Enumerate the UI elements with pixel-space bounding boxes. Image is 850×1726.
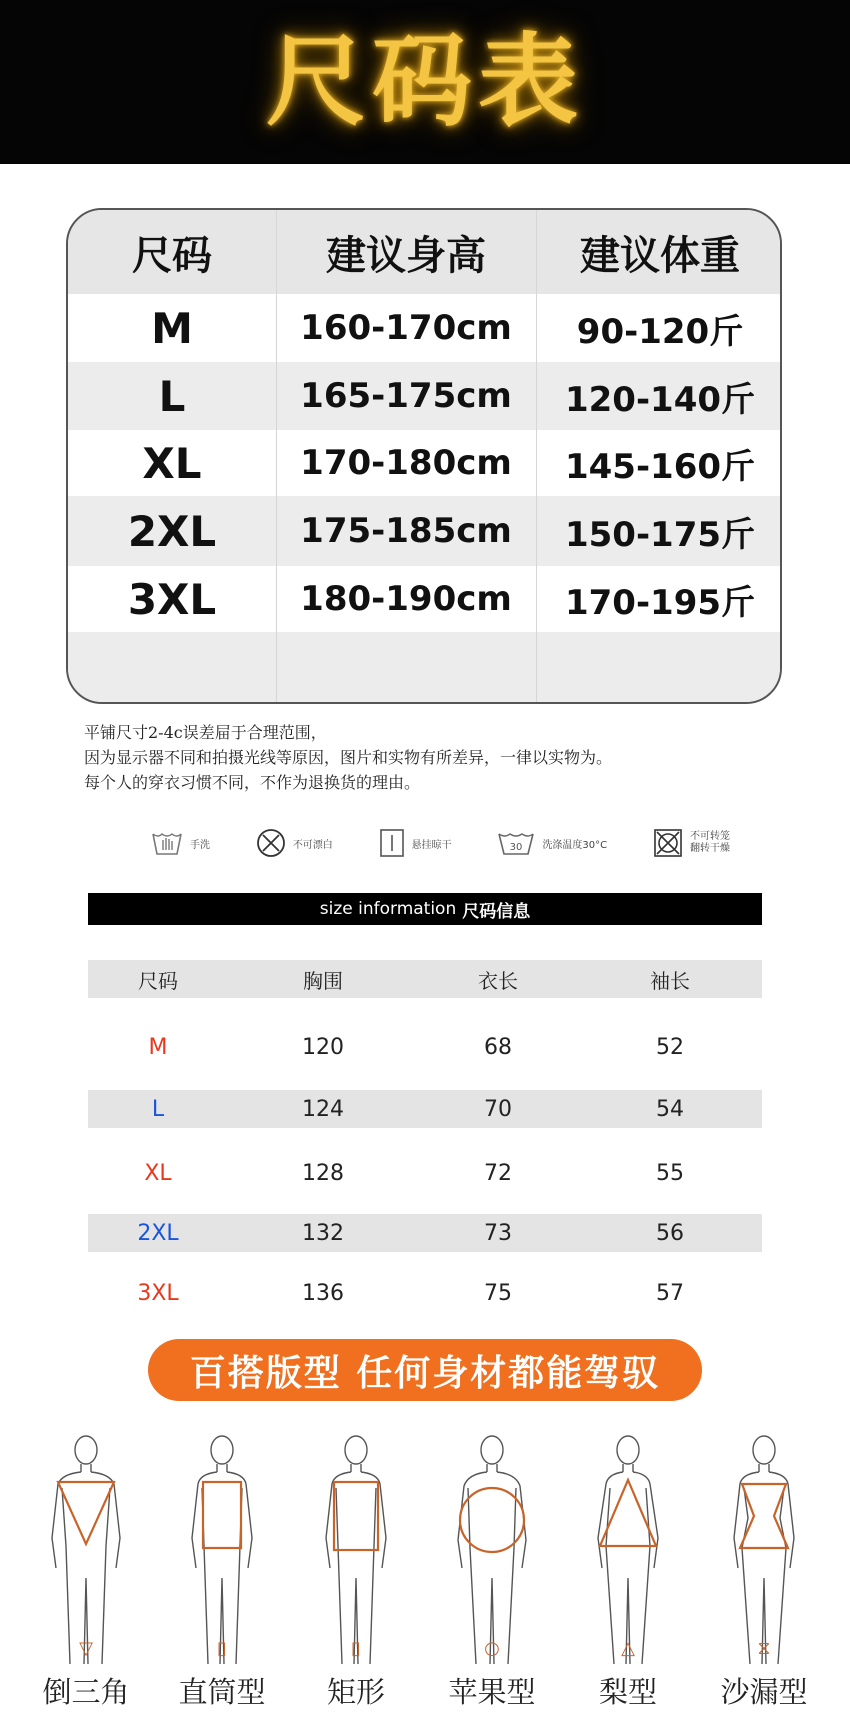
header-size: 尺码 [138,968,178,993]
sleeve-cell: 55 [656,1160,684,1186]
weight-cell: 145-160斤 [564,446,756,487]
height-cell: 180-190cm [300,579,512,619]
table-row [68,496,782,566]
care-label: 洗涤温度30°C [542,839,608,851]
wash-temp-value: 30 [510,842,523,853]
weight-cell: 90-120斤 [576,311,744,352]
table-row [88,1274,762,1312]
column-divider [276,210,277,704]
shape-symbol: ▯ [351,1638,361,1659]
sleeve-cell: 54 [656,1096,684,1122]
header-height: 建议身高 [326,232,486,279]
header-length: 衣长 [478,968,518,993]
care-no-bleach [255,827,333,859]
body-type-rectangle [296,1420,416,1726]
wash-temp-icon [496,829,536,857]
body-type-hourglass [704,1420,824,1726]
body-figure-icon [568,1428,688,1668]
care-label: 翻转干燥 [689,843,730,854]
size-cell: M [148,1034,168,1060]
table-row [68,362,782,430]
table-row [88,1214,762,1252]
shape-symbol: △ [621,1638,635,1659]
body-figure-icon [162,1428,282,1668]
weight-cell: 170-195斤 [564,582,756,623]
no-tumble-dry-icon [652,827,684,859]
hang-dry-icon [378,827,406,859]
column-divider [536,210,537,704]
body-type-straight [162,1420,282,1726]
table-row [88,1090,762,1128]
header [0,0,850,164]
table-row [68,430,782,496]
size-cell: L [158,371,186,421]
body-figure-icon [26,1428,146,1668]
length-cell: 68 [484,1034,512,1060]
length-cell: 72 [484,1160,512,1186]
sleeve-cell: 57 [656,1280,684,1306]
size-cell: XL [144,1160,172,1186]
note-line: 每个人的穿衣习惯不同，不作为退换货的理由。 [84,773,421,792]
size-cell: 3XL [127,574,217,624]
height-cell: 160-170cm [300,308,512,348]
note-line: 因为显示器不同和拍摄光线等原因，图片和实物有所差异，一律以实物为。 [84,748,613,767]
chest-cell: 128 [302,1160,344,1186]
care-no-tumble [652,827,730,859]
body-type-label: 直筒型 [178,1675,266,1709]
size-cell: L [151,1096,165,1122]
info-bar-en: size information [319,899,457,919]
header-sleeve: 袖长 [650,968,690,993]
shape-symbol: ▽ [79,1638,93,1659]
care-hand-wash [150,828,210,858]
care-label: 手洗 [190,839,210,851]
header-chest: 胸围 [303,968,343,993]
table-row [88,1028,762,1066]
body-type-label: 倒三角 [42,1675,130,1709]
length-cell: 70 [484,1096,512,1122]
body-type-label: 矩形 [326,1675,385,1709]
table-row [68,294,782,362]
size-cell: 2XL [137,1220,179,1246]
care-label-group [690,831,730,855]
size-recommendation-table [66,208,782,704]
weight-cell: 120-140斤 [564,379,756,420]
body-type-apple [432,1420,552,1726]
care-label: 悬挂晾干 [411,839,452,851]
sleeve-cell: 52 [656,1034,684,1060]
body-figure-icon [296,1428,416,1668]
body-type-inverted-triangle [26,1420,146,1726]
chest-cell: 132 [302,1220,344,1246]
body-type-label: 苹果型 [448,1675,536,1709]
body-figure-icon [432,1428,552,1668]
care-hang-dry [378,827,452,859]
size-cell: XL [142,438,202,488]
length-cell: 75 [484,1280,512,1306]
shape-symbol: ○ [484,1638,500,1659]
size-cell: M [151,303,193,353]
body-figure-icon [704,1428,824,1668]
sleeve-cell: 56 [656,1220,684,1246]
body-type-label: 梨型 [598,1675,657,1709]
size-notes [84,720,784,795]
note-line: 平铺尺寸2-4c误差屇于合理范围， [84,723,327,742]
chest-cell: 120 [302,1034,344,1060]
care-wash-temp [496,829,607,857]
care-label: 不可漂白 [292,839,333,851]
header-size: 尺码 [132,232,212,279]
size-information-bar [88,893,762,925]
page-title: 尺码表 [266,23,584,140]
hand-wash-icon [150,828,184,858]
table-header-row [68,210,782,294]
care-label: 不可转笼 [689,831,730,842]
weight-cell: 150-175斤 [564,514,756,555]
measure-table-header [88,960,762,998]
height-cell: 175-185cm [300,511,512,551]
body-type-pear [568,1420,688,1726]
chest-cell: 136 [302,1280,344,1306]
body-type-label: 沙漏型 [720,1675,808,1709]
size-cell: 2XL [127,506,217,556]
chest-cell: 124 [302,1096,344,1122]
shape-symbol: ⧖ [757,1638,771,1659]
care-instructions [150,820,730,866]
info-bar-cn: 尺码信息 [462,901,531,922]
body-type-figures [0,1420,850,1726]
table-row [68,566,782,632]
no-bleach-icon [255,827,287,859]
height-cell: 170-180cm [300,443,512,483]
size-cell: 3XL [137,1280,179,1306]
height-cell: 165-175cm [300,376,512,416]
fit-banner: 百搭版型 任何身材都能驾驭 [148,1339,702,1401]
shape-symbol: ▯ [217,1638,227,1659]
header-weight: 建议体重 [580,232,740,279]
table-empty-row [68,632,782,704]
length-cell: 73 [484,1220,512,1246]
table-row [88,1154,762,1192]
